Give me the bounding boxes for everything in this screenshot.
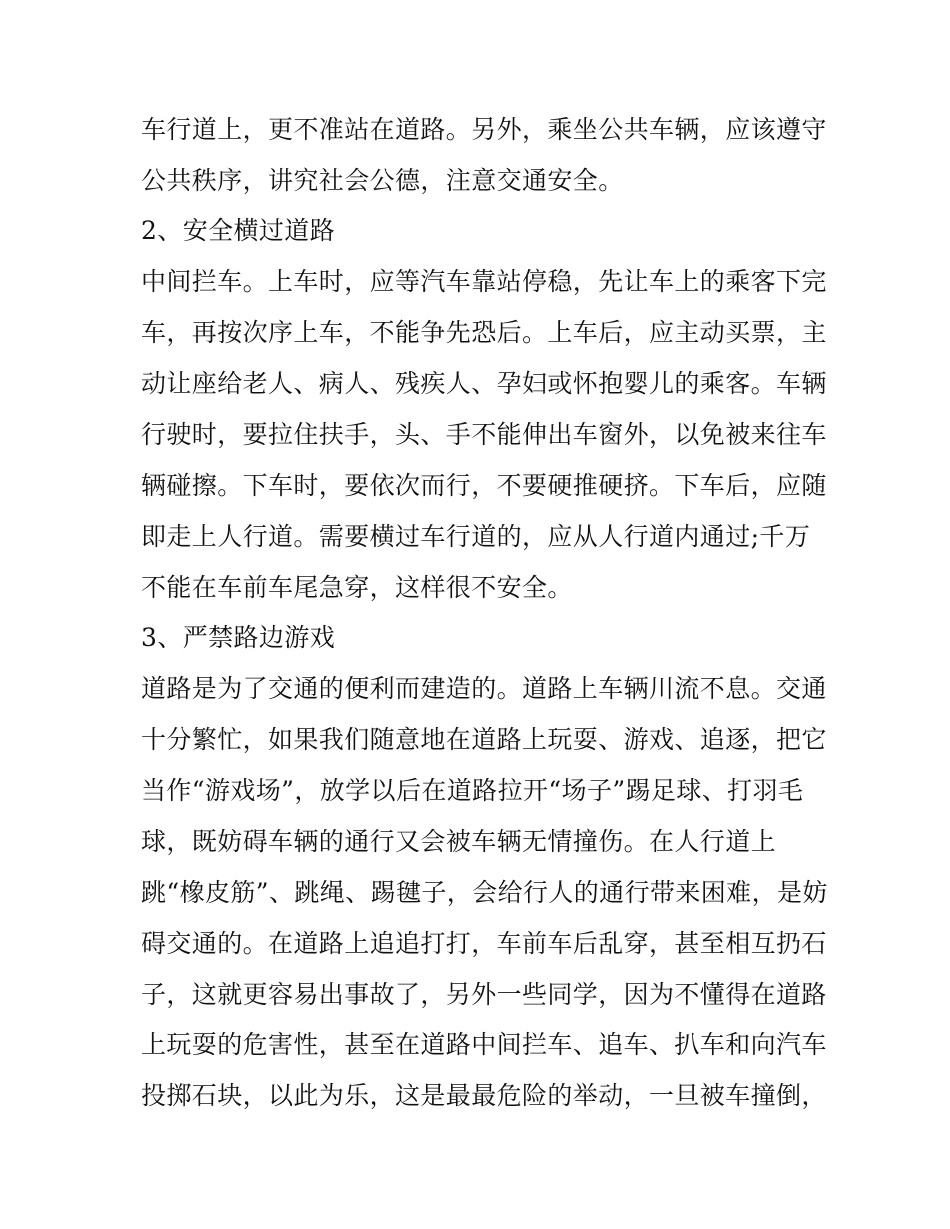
section-heading-3: 3、严禁路边游戏 xyxy=(141,623,336,652)
text-line-19: 上玩耍的危害性，甚至在道路中间拦车、追车、扒车和向汽车 xyxy=(141,1030,827,1059)
text-line-5: 车，再按次序上车，不能争先恐后。上车后，应主动买票，主 xyxy=(141,318,827,347)
text-line-2: 公共秩序，讲究社会公德，注意交通安全。 xyxy=(141,166,624,195)
section-heading-2: 2、安全横过道路 xyxy=(141,216,336,245)
text-line-12: 道路是为了交通的便利而建造的。道路上车辆川流不息。交通 xyxy=(141,674,827,703)
text-line-13: 十分繁忙，如果我们随意地在道路上玩耍、游戏、追逐，把它 xyxy=(141,725,827,754)
text-line-20: 投掷石块，以此为乐，这是最最危险的举动，一旦被车撞倒， xyxy=(141,1081,827,1110)
text-line-15: 球，既妨碍车辆的通行又会被车辆无情撞伤。在人行道上 xyxy=(141,827,777,856)
text-line-16: 跳“橡皮筋”、跳绳、踢毽子，会给行人的通行带来困难，是妨 xyxy=(141,878,828,907)
text-line-17: 碍交通的。在道路上追追打打，车前车后乱穿，甚至相互扔石 xyxy=(141,929,827,958)
text-line-6: 动让座给老人、病人、残疾人、孕妇或怀抱婴儿的乘客。车辆 xyxy=(141,369,827,398)
text-line-9: 即走上人行道。需要横过车行道的，应从人行道内通过;千万 xyxy=(141,522,811,551)
text-line-14: 当作“游戏场”，放学以后在道路拉开“场子”踢足球、打羽毛 xyxy=(141,776,804,805)
text-line-10: 不能在车前车尾急穿，这样很不安全。 xyxy=(141,573,573,602)
text-line-1: 车行道上，更不准站在道路。另外，乘坐公共车辆，应该遵守 xyxy=(141,115,827,144)
text-line-7: 行驶时，要拉住扶手，头、手不能伸出车窗外，以免被来往车 xyxy=(141,420,827,449)
text-line-18: 子，这就更容易出事故了，另外一些同学，因为不懂得在道路 xyxy=(141,980,827,1009)
text-line-8: 辆碰擦。下车时，要依次而行，不要硬推硬挤。下车后，应随 xyxy=(141,471,827,500)
text-line-4: 中间拦车。上车时，应等汽车靠站停稳，先让车上的乘客下完 xyxy=(141,267,827,296)
